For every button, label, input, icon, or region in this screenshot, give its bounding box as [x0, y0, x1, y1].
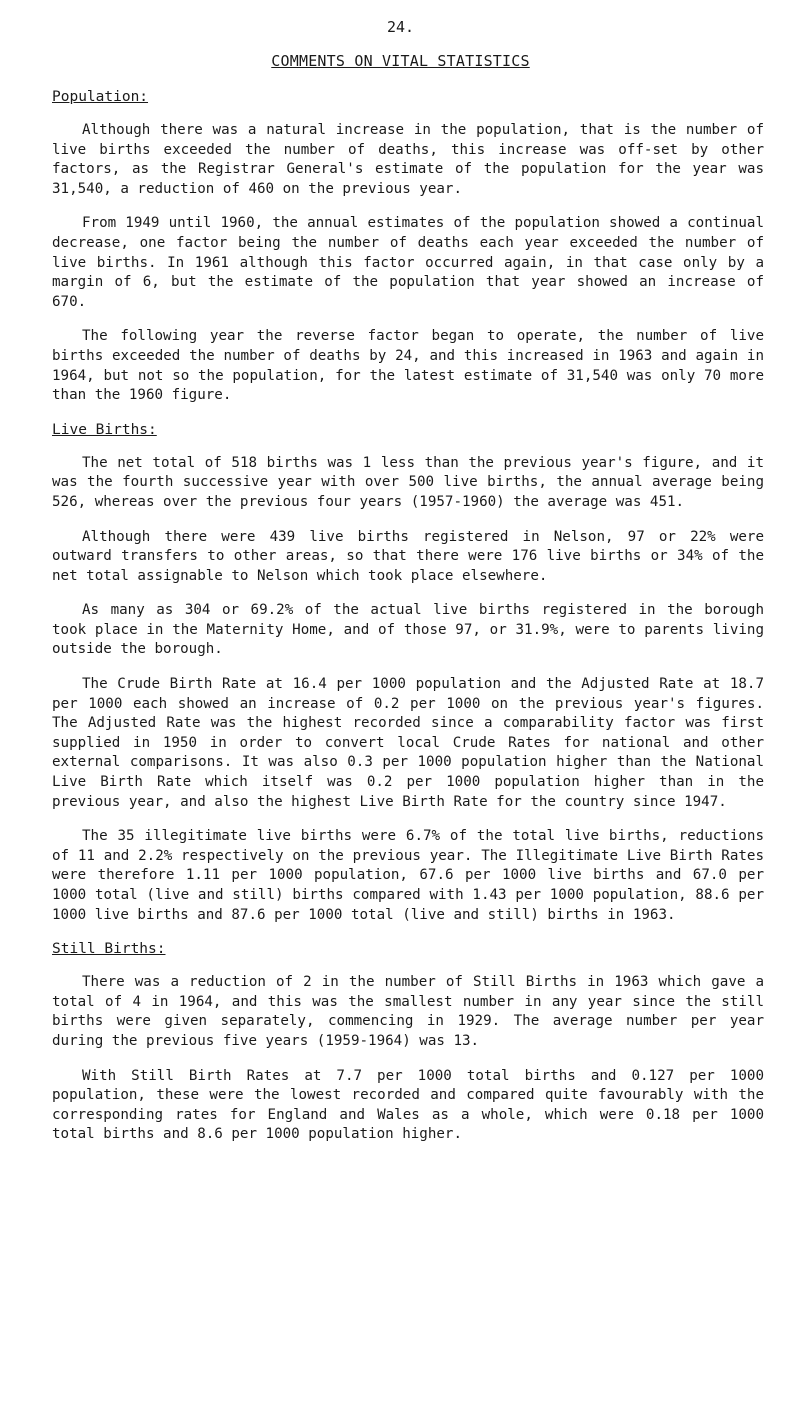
paragraph: The Crude Birth Rate at 16.4 per 1000 population and the Adjusted Rate at 18.7 per 1000 each showed an increase of 0.2 per 1000 on the previous year's figures. The Adjusted Rate was the highest recorded since a comparability factor was first supplied in 1950 in order to convert local Crude Rates for national and other external comparisons. It was also 0.3 per 1000 population higher than the National Live Birth Rate which itself was 0.2 per 1000 population higher than in the previous year, and also the highest Live Birth Rate for the country since 1947. [52, 676, 764, 810]
paragraph: Although there were 439 live births registered in Nelson, 97 or 22% were outward transfers to other areas, so that there were 176 live births or 34% of the net total assignable to Nelson which took place elsewhere. [52, 528, 764, 584]
paragraph: The net total of 518 births was 1 less than the previous year's figure, and it was the fourth successive year with over 500 live births, the annual average being 526, whereas over the previous four years (1957-1960) the average was 451. [52, 454, 764, 510]
document-body [52, 88, 764, 1160]
paragraph: As many as 304 or 69.2% of the actual live births registered in the borough took place in the Maternity Home, and of those 97, or 31.9%, were to parents living outside the borough. [52, 602, 764, 658]
section-heading-still-births: Still Births: [52, 941, 166, 958]
section-heading-population: Population: [52, 89, 149, 105]
page-title: COMMENTS ON VITAL STATISTICS [271, 52, 530, 70]
paragraph: From 1949 until 1960, the annual estimates of the population showed a continual decrease, one factor being the number of deaths each year exceeded the number of live births. In 1961 although this factor occurred again, in that case only by a margin of 6, but the estimate of the population that year showed an increase of 670. [52, 215, 764, 310]
paragraph: With Still Birth Rates at 7.7 per 1000 total births and 0.127 per 1000 population, these were the lowest recorded and compared quite favourably with the corresponding rates for England and Wales as a whole, which were 0.18 per 1000 total births and 8.6 per 1000 population higher. [52, 1067, 764, 1143]
paragraph: The 35 illegitimate live births were 6.7% of the total live births, reductions of 11 and 2.2% respectively on the previous year. The Illegitimate Live Birth Rates were therefore 1.11 per 1000 population, 67.6 per 1000 live births and 67.0 per 1000 total (live and still) births compared with 1.43 per 1000 population, 88.6 per 1000 live births and 87.6 per 1000 total (live and still) births in 1963. [52, 828, 764, 923]
section-live-births [52, 421, 764, 925]
page-number: 24. [386, 18, 415, 36]
section-still-births [52, 940, 764, 1145]
paragraph: The following year the reverse factor began to operate, the number of live births exceeded the number of deaths by 24, and this increased in 1963 and again in 1964, but not so the population, for the latest estimate of 31,540 was only 70 more than the 1960 figure. [52, 328, 764, 404]
section-heading-live-births: Live Births: [52, 421, 157, 438]
paragraph: Although there was a natural increase in the population, that is the number of live births exceeded the number of deaths, this increase was off-set by other factors, as the Registrar General's estimate of the population for the year was 31,540, a reduction of 460 on the previous year. [52, 122, 764, 197]
section-population [52, 88, 764, 406]
paragraph: There was a reduction of 2 in the number of Still Births in 1963 which gave a total of 4 in 1964, and this was the smallest number in any year since the still births were given separately, commencing in 1929. The average number per year during the previous five years (1959-1964) was 13. [52, 974, 764, 1049]
